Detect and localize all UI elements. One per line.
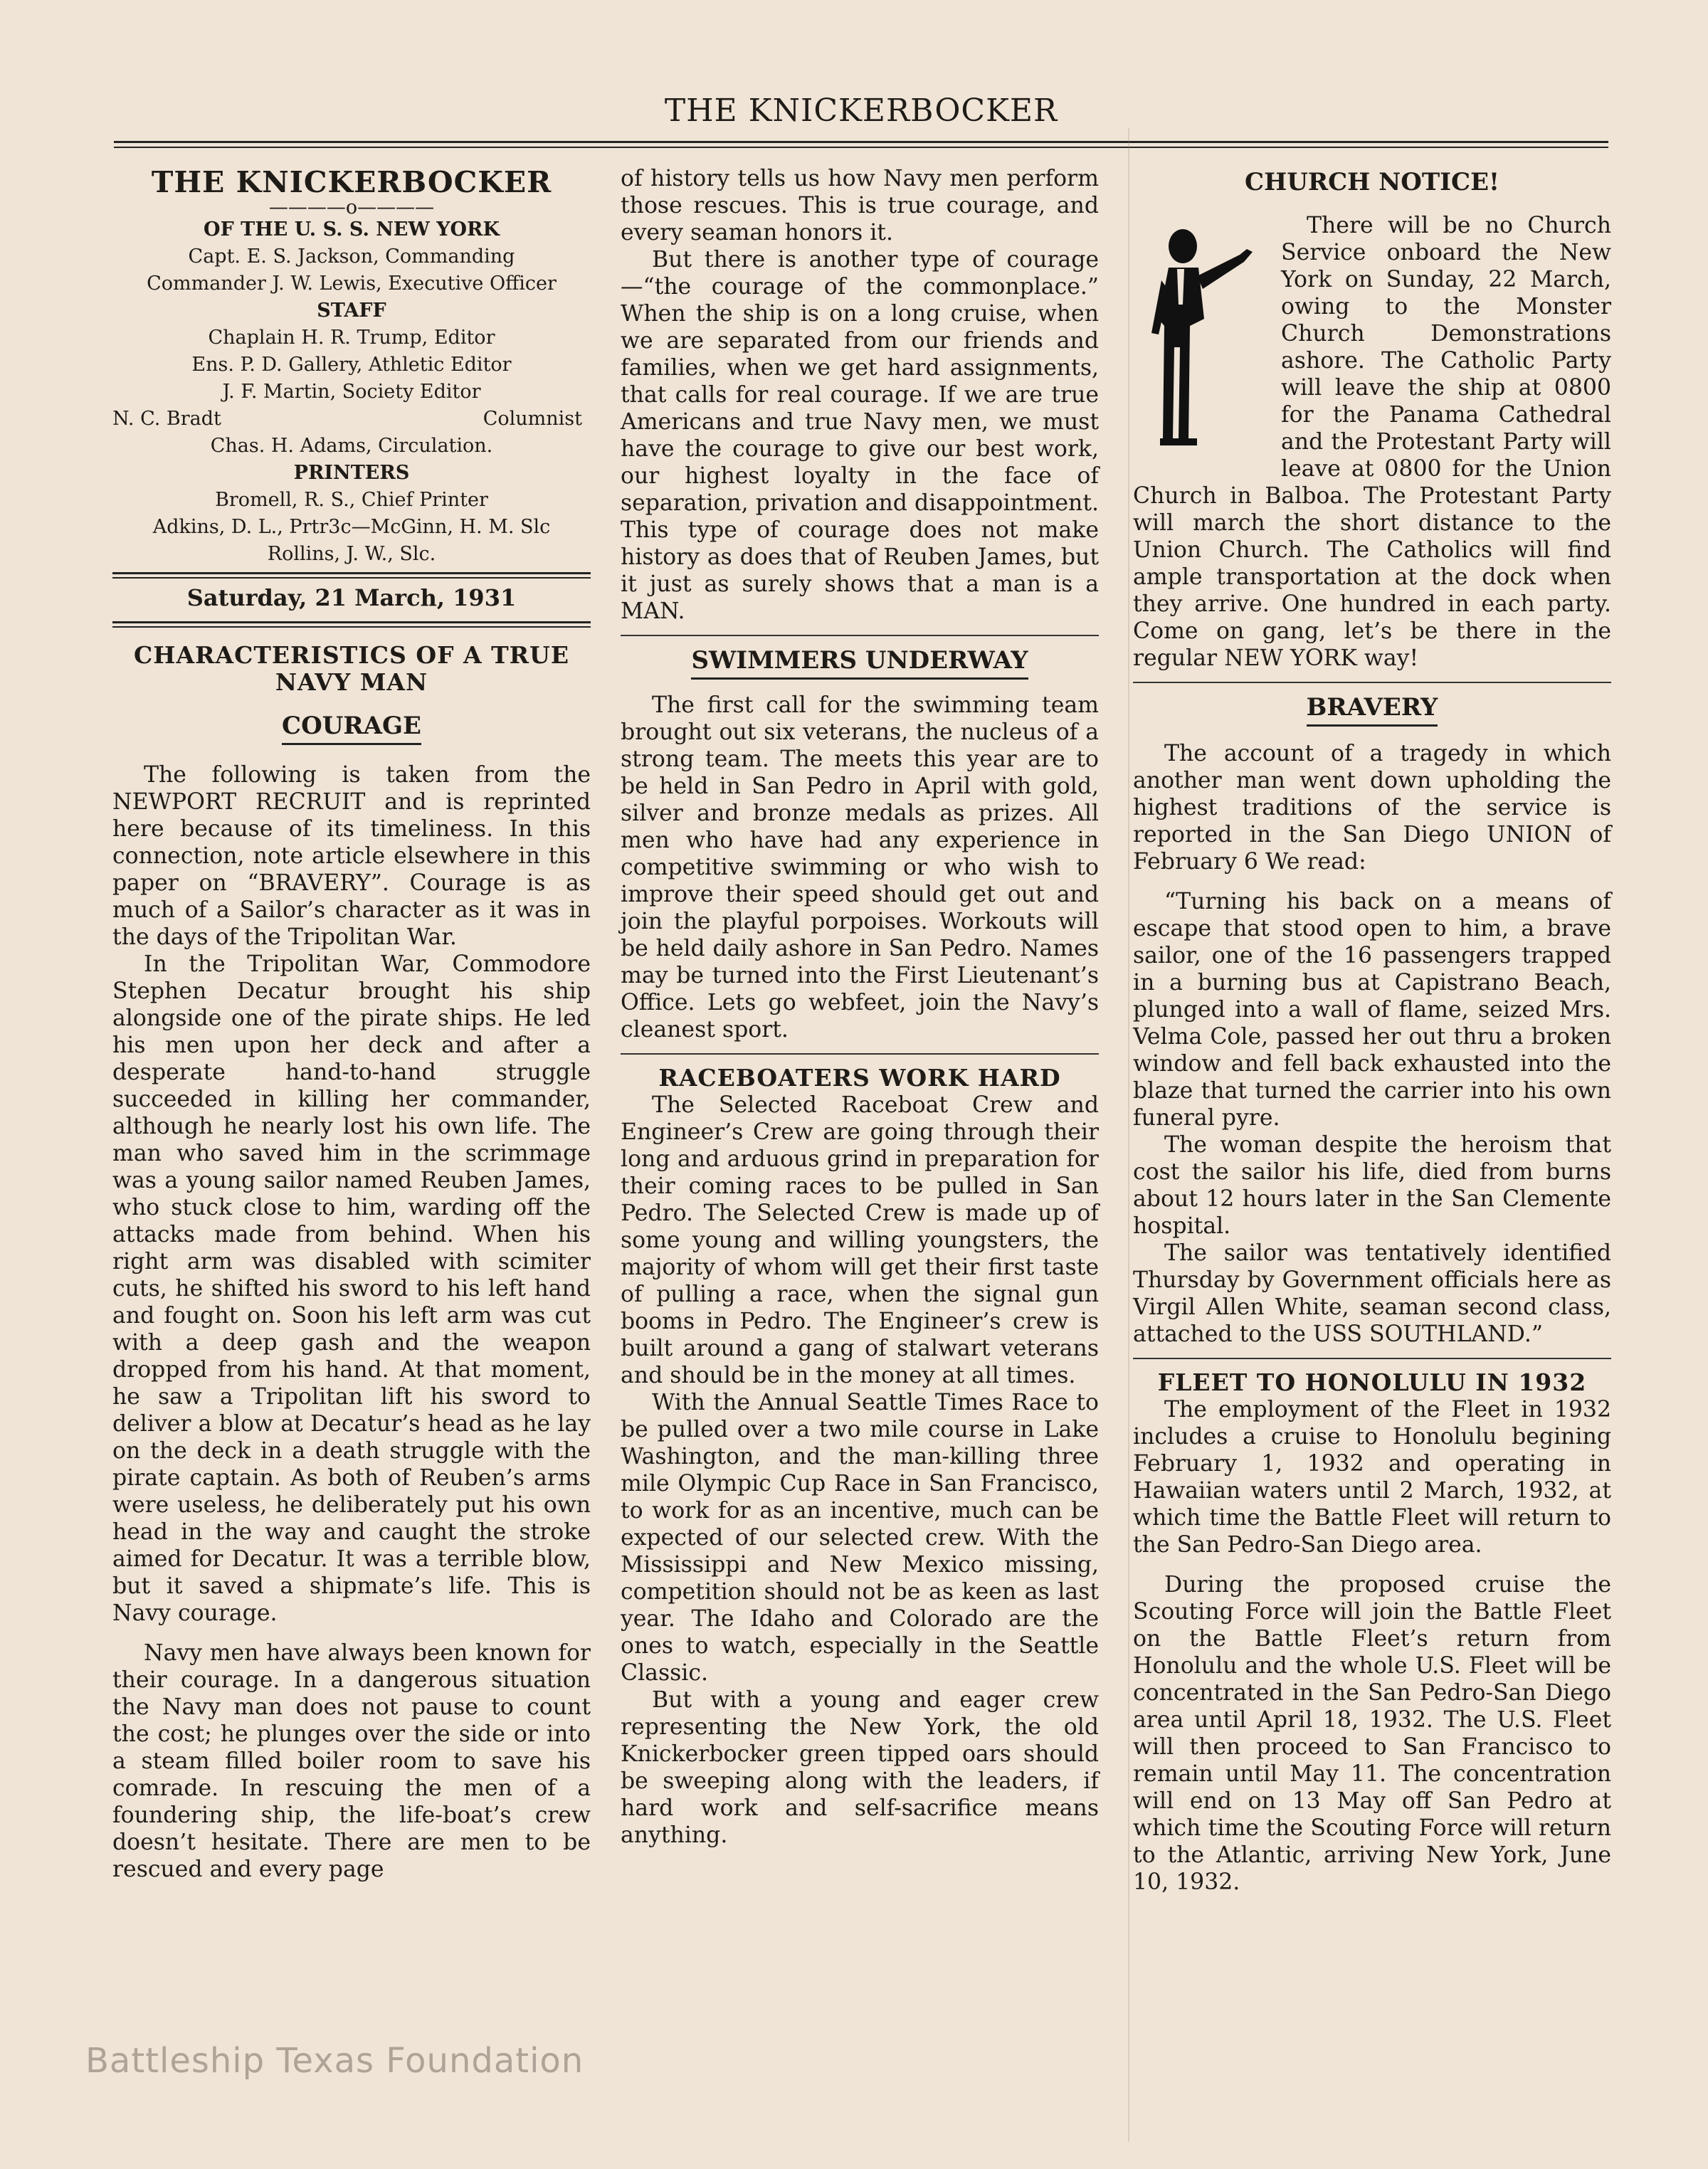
rule: [112, 621, 591, 623]
fleet-p2: During the proposed cruise the Scouting Force will join the Battle Fleet on the Battle Fleet’s return from Honolulu and the whole U.S. Fleet will be concentrated in the San Pedro-San Diego area until April 18, 1932. The U.S. Fleet will then proceed to San Francisco to remain until May 11. The concentration will end on 13 May off San Pedro at which time the Scouting Force will return to the Atlantic, arriving New York, June 10, 1932.: [1133, 1572, 1611, 1895]
masthead: THE KNICKERBOCKER: [664, 93, 1058, 129]
bravery-p1: The account of a tragedy in which another man went down upholding the highest traditions of the service is reported in the San Diego UNION of February 6 We read:: [1133, 741, 1611, 875]
raceboaters-p3: But with a young and eager crew representing the New York, the old Knickerbocker green tipped oars should be sweeping along with the leaders, if hard work and self-sacrifice means anything.: [621, 1687, 1099, 1848]
characteristics-p4: of history tells us how Navy men perform those rescues. This is true courage, and every seaman honors it.: [621, 166, 1099, 246]
raceboaters-headline: RACEBOATERS WORK HARD: [658, 1064, 1061, 1092]
bravery-p4: The sailor was tentatively identified Thursday by Government officials here as Virgil Allen White, seaman second class, attached to the USS SOUTHLAND.”: [1133, 1240, 1611, 1347]
rule: [621, 1053, 1099, 1055]
exec-line: Commander J. W. Lewis, Executive Officer: [147, 273, 557, 295]
characteristics-p5: But there is another type of courage—“the courage of the commonplace.” When the ship is on a long cruise, when we are separated from our friends and families, when we get hard assignments, that calls for real courage. If we are true Americans and true Navy men, we must have the courage to give our best work, our highest loyalty in the face of separation, privation and disappointment. This type of courage does not make history as does that of Reuben James, but it just as surely shows that a man is a MAN.: [621, 247, 1099, 624]
column-1: [112, 165, 591, 1883]
rule: [1133, 682, 1611, 683]
rule: [1133, 1358, 1611, 1359]
circulation-line: Chas. H. Adams, Circulation.: [210, 435, 493, 457]
bravery-p2: “Turning his back on a means of escape that stood open to him, a brave sailor, one of the 16 passengers trapped in a burning bus at Capistrano Beach, plunged into a wall of flame, seized Mrs. Velma Cole, passed her out thru a broken window and fell back exhausted into the blaze that turned the carrier into his own funeral pyre.: [1133, 889, 1611, 1131]
captain-line: Capt. E. S. Jackson, Commanding: [188, 246, 515, 268]
printers-line: Adkins, D. L., Prtr3c—McGinn, H. M. Slc: [152, 516, 551, 538]
column-3: [1133, 165, 1611, 1896]
fleet-p1: The employment of the Fleet in 1932 includes a cruise to Honolulu begining February 1, 1932 and operating in Hawaiian waters until 2 March, 1932, at which time the Battle Fleet will return to the San Pedro-San Diego area.: [1133, 1397, 1611, 1558]
courage-subhead: [112, 712, 591, 740]
ship-line: OF THE U. S. S. NEW YORK: [204, 218, 500, 241]
ornament: ————o————: [268, 196, 435, 218]
swimmers-headline-text: SWIMMERS UNDERWAY: [691, 646, 1028, 680]
raceboaters-p2: With the Annual Seattle Times Race to be pulled over a two mile course in Lake Washington, and the man-killing three mile Olympic Cup Race in San Francisco, to work for as an incentive, much can be expected of our selected crew. With the Mississippi and New Mexico missing, competition should not be as keen as last year. The Idaho and Colorado are the ones to watch, especially in the Seattle Classic.: [621, 1390, 1099, 1686]
athletic-line: Ens. P. D. Gallery, Athletic Editor: [191, 354, 512, 376]
preacher-figure-icon: [1133, 212, 1268, 454]
rule: [112, 572, 591, 574]
bravery-headline: [1133, 693, 1611, 722]
column-2: [621, 165, 1099, 1849]
printers-label: PRINTERS: [293, 462, 410, 484]
bravery-p3: The woman despite the heroism that cost the sailor his life, died from burns about 12 hours later in the San Clemente hospital.: [1133, 1132, 1611, 1239]
chief-printer-line: Bromell, R. S., Chief Printer: [215, 489, 488, 511]
rollins-line: Rollins, J. W., Slc.: [267, 543, 436, 565]
paper-fold: [1128, 128, 1129, 2142]
watermark: Battleship Texas Foundation: [85, 2041, 584, 2081]
swimmers-p1: The first call for the swimming team brought out six veterans, the nucleus of a strong team. The meets this year are to be held in San Pedro in April with gold, silver and bronze medals as prizes. All men who have had any experience in competitive swimming or who wish to improve their speed should get out and join the playful porpoises. Workouts will be held daily ashore in San Pedro. Names may be turned into the First Lieutenant’s Office. Lets go webfeet, join the Navy’s cleanest sport.: [621, 692, 1099, 1043]
masthead-rule: [114, 141, 1608, 143]
rule: [621, 635, 1099, 636]
staff-box-title: THE KNICKERBOCKER: [151, 165, 552, 199]
columnist-role: Columnist: [483, 408, 582, 430]
masthead-rule-thin: [114, 147, 1608, 148]
society-line: J. F. Martin, Society Editor: [222, 381, 481, 403]
columnist-line: [112, 406, 591, 433]
characteristics-p2: In the Tripolitan War, Commodore Stephen Decatur brought his ship alongside one of the pirate ships. He led his men upon her deck and after a desperate hand-to-hand struggle succeeded in killing her commander, although he nearly lost his own life. The man who saved him in the scrimmage was a young sailor named Reuben James, who stuck close to him, warding off the attacks made from behind. When his right arm was disabled with scimiter cuts, he shifted his sword to his left hand and fought on. Soon his left arm was cut with a deep gash and the weapon dropped from his hand. At that moment, he saw a Tripolitan lift his sword to deliver a blow at Decatur’s head as he lay on the deck in a death struggle with the pirate captain. As both of Reuben’s arms were useless, he deliberately put his own head in the way and caught the stroke aimed for Decatur. It was a terrible blow, but it saved a shipmate’s life. This is Navy courage.: [112, 951, 591, 1626]
rule: [112, 626, 591, 628]
raceboaters-p1: The Selected Raceboat Crew and Engineer’s Crew are going through their long and arduous grind in preparation for their coming races to be pulled in San Pedro. The Selected Crew is made up of some young and willing youngsters, the majority of whom will get their first taste of pulling a race, when the signal gun booms in Pedro. The Engineer’s crew is built around a gang of stalwart veterans and should be in the money at all times.: [621, 1092, 1099, 1388]
characteristics-p1: The following is taken from the NEWPORT RECRUIT and is reprinted here because of its timeliness. In this connection, note article elsewhere in this paper on “BRAVERY”. Courage is as much of a Sailor’s character as it was in the days of the Tripolitan War.: [112, 762, 591, 950]
swimmers-headline: [621, 646, 1099, 675]
issue-date: Saturday, 21 March, 1931: [186, 584, 517, 611]
bravery-headline-text: BRAVERY: [1307, 693, 1438, 727]
fleet-headline: FLEET TO HONOLULU IN 1932: [1157, 1368, 1587, 1396]
staff-label: STAFF: [317, 300, 386, 322]
columnist-name: N. C. Bradt: [112, 408, 221, 430]
characteristics-p3: Navy men have always been known for their courage. In a dangerous situation the Navy man does not pause to count the cost; he plunges over the side or into a steam filled boiler room to save his comrade. In rescuing the men of a foundering ship, the life-boat’s crew doesn’t hesitate. There are men to be rescued and every page: [112, 1640, 591, 1882]
chaplain-line: Chaplain H. R. Trump, Editor: [208, 327, 495, 349]
courage-subhead-text: COURAGE: [282, 712, 421, 745]
church-p1: There will be no Church Service onboard the New York on Sunday, 22 March, owing to the Monster Church Demonstrations ashore. The Catholic Party will leave the ship at 0800 for the Panama Cathedral and the Protestant Party will leave at 0800 for the Union Church in Balboa. The Protestant Party will march the short distance to the Union Church. The Catholics will find ample transportation at the dock when they arrive. One hundred in each party. Come on gang, let’s be there in the regular NEW YORK way!: [1133, 213, 1611, 671]
staff-box: [112, 165, 591, 568]
church-headline: CHURCH NOTICE!: [1245, 168, 1499, 196]
characteristics-headline: CHARACTERISTICS OF A TRUE NAVY MAN: [134, 641, 569, 696]
